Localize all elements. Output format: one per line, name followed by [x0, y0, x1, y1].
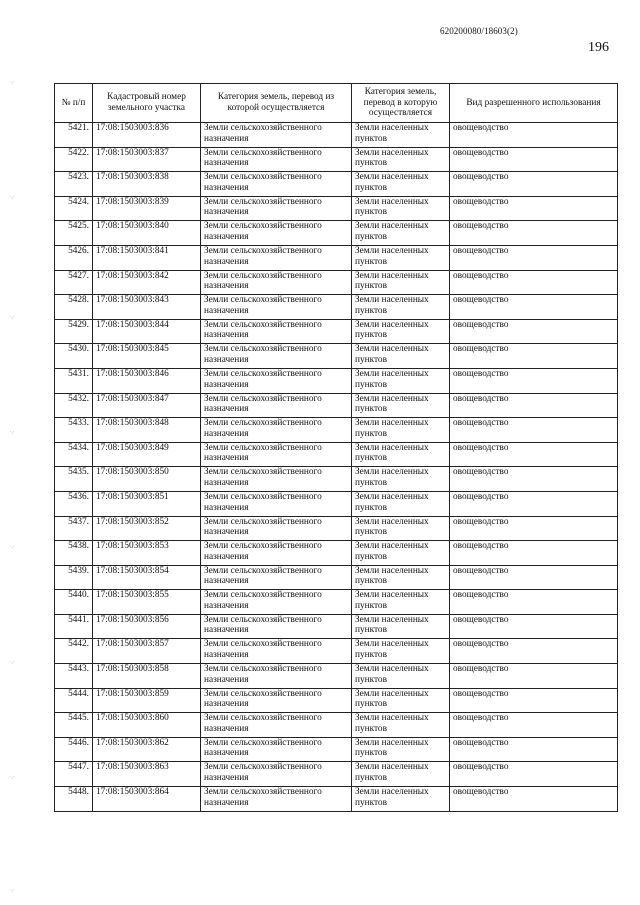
permitted-use: овощеводство	[450, 442, 618, 467]
row-number: 5440.	[55, 590, 93, 615]
category-from-line-2: назначения	[204, 625, 249, 636]
row-number: 5423.	[55, 172, 93, 197]
category-from-line-1: Земли сельскохозяйственного	[204, 614, 322, 625]
permitted-use: овощеводство	[450, 368, 618, 393]
table-row	[55, 196, 618, 221]
row-number: 5422.	[55, 147, 93, 172]
cadastral-number: 17:08:1503003:841	[93, 245, 201, 270]
cadastral-number: 17:08:1503003:862	[93, 737, 201, 762]
category-from-line-1: Земли сельскохозяйственного	[204, 123, 322, 133]
table-row	[55, 368, 618, 393]
category-to-line-1: Земли населенных	[355, 344, 429, 355]
category-to	[352, 762, 450, 787]
category-to	[352, 172, 450, 197]
category-to	[352, 467, 450, 492]
category-from	[201, 172, 352, 197]
table-row	[55, 762, 618, 787]
permitted-use: овощеводство	[450, 639, 618, 664]
category-from	[201, 393, 352, 418]
category-to-line-2: пунктов	[355, 281, 387, 292]
page-number: 196	[588, 40, 609, 55]
category-to	[352, 418, 450, 443]
table-row	[55, 344, 618, 369]
permitted-use: овощеводство	[450, 787, 618, 812]
category-from	[201, 491, 352, 516]
category-from-line-2: назначения	[204, 281, 249, 292]
category-from	[201, 270, 352, 295]
permitted-use: овощеводство	[450, 147, 618, 172]
permitted-use: овощеводство	[450, 123, 618, 148]
scan-mark: ·,·	[10, 545, 15, 550]
col-header-permitted-use: Вид разрешенного использования	[450, 84, 618, 123]
table-header	[55, 84, 618, 123]
category-to-line-1: Земли населенных	[355, 172, 429, 183]
cadastral-number: 17:08:1503003:856	[93, 614, 201, 639]
row-number: 5434.	[55, 442, 93, 467]
table-row	[55, 393, 618, 418]
category-to	[352, 688, 450, 713]
category-to-line-2: пунктов	[355, 551, 387, 562]
row-number: 5442.	[55, 639, 93, 664]
category-to	[352, 639, 450, 664]
category-from	[201, 713, 352, 738]
category-to-line-2: пунктов	[355, 527, 387, 538]
category-to-line-2: пунктов	[355, 428, 387, 439]
category-from-line-2: назначения	[204, 231, 249, 242]
table-row	[55, 245, 618, 270]
category-to-line-1: Земли населенных	[355, 393, 429, 404]
category-to-line-1: Земли населенных	[355, 737, 429, 748]
category-to	[352, 295, 450, 320]
category-to	[352, 664, 450, 689]
row-number: 5444.	[55, 688, 93, 713]
permitted-use: овощеводство	[450, 491, 618, 516]
category-from-line-2: назначения	[204, 600, 249, 611]
permitted-use: овощеводство	[450, 393, 618, 418]
row-number: 5441.	[55, 614, 93, 639]
row-number: 5447.	[55, 762, 93, 787]
permitted-use: овощеводство	[450, 467, 618, 492]
cadastral-number: 17:08:1503003:851	[93, 491, 201, 516]
category-from	[201, 368, 352, 393]
category-from	[201, 541, 352, 566]
category-from-line-2: назначения	[204, 723, 249, 734]
cadastral-number: 17:08:1503003:844	[93, 319, 201, 344]
permitted-use: овощеводство	[450, 713, 618, 738]
permitted-use: овощеводство	[450, 172, 618, 197]
category-from-line-2: назначения	[204, 404, 249, 415]
category-from-line-1: Земли сельскохозяйственного	[204, 491, 322, 502]
table-row	[55, 270, 618, 295]
category-to-line-2: пунктов	[355, 650, 387, 661]
category-from	[201, 614, 352, 639]
category-to-line-1: Земли населенных	[355, 319, 429, 330]
category-to-line-1: Земли населенных	[355, 491, 429, 502]
permitted-use: овощеводство	[450, 737, 618, 762]
category-to-line-1: Земли населенных	[355, 787, 429, 798]
category-to-line-1: Земли населенных	[355, 565, 429, 576]
cadastral-number: 17:08:1503003:845	[93, 344, 201, 369]
row-number: 5429.	[55, 319, 93, 344]
table-row	[55, 614, 618, 639]
category-from-line-1: Земли сельскохозяйственного	[204, 221, 322, 232]
category-from	[201, 664, 352, 689]
row-number: 5426.	[55, 245, 93, 270]
category-to	[352, 713, 450, 738]
land-plots-table	[54, 83, 618, 812]
category-to-line-2: пунктов	[355, 477, 387, 488]
category-to-line-1: Земли населенных	[355, 664, 429, 675]
permitted-use: овощеводство	[450, 245, 618, 270]
category-to-line-2: пунктов	[355, 723, 387, 734]
table-row	[55, 590, 618, 615]
row-number: 5431.	[55, 368, 93, 393]
table-row	[55, 221, 618, 246]
category-to-line-2: пунктов	[355, 797, 387, 808]
permitted-use: овощеводство	[450, 196, 618, 221]
scan-mark: ·,·	[10, 888, 15, 893]
scan-mark: ·,·	[10, 195, 15, 200]
permitted-use: овощеводство	[450, 221, 618, 246]
permitted-use: овощеводство	[450, 762, 618, 787]
permitted-use: овощеводство	[450, 344, 618, 369]
header-row	[55, 84, 618, 123]
row-number: 5425.	[55, 221, 93, 246]
cadastral-number: 17:08:1503003:854	[93, 565, 201, 590]
category-to-line-1: Земли населенных	[355, 147, 429, 158]
category-to-line-2: пунктов	[355, 379, 387, 390]
category-from-line-2: назначения	[204, 207, 249, 218]
category-from-line-1: Земли сельскохозяйственного	[204, 245, 322, 256]
table-row	[55, 787, 618, 812]
category-to	[352, 196, 450, 221]
table-row	[55, 147, 618, 172]
category-from-line-1: Земли сельскохозяйственного	[204, 664, 322, 675]
cadastral-number: 17:08:1503003:839	[93, 196, 201, 221]
category-to	[352, 442, 450, 467]
row-number: 5443.	[55, 664, 93, 689]
category-from-line-2: назначения	[204, 797, 249, 808]
category-from-line-1: Земли сельскохозяйственного	[204, 565, 322, 576]
category-to-line-2: пунктов	[355, 158, 387, 169]
category-from-line-2: назначения	[204, 527, 249, 538]
category-to	[352, 319, 450, 344]
category-to	[352, 737, 450, 762]
category-from	[201, 762, 352, 787]
category-from	[201, 147, 352, 172]
category-from	[201, 221, 352, 246]
category-to-line-1: Земли населенных	[355, 123, 429, 133]
category-to-line-1: Земли населенных	[355, 541, 429, 552]
table-row	[55, 123, 618, 148]
row-number: 5430.	[55, 344, 93, 369]
cadastral-number: 17:08:1503003:860	[93, 713, 201, 738]
category-from-line-1: Земли сельскохозяйственного	[204, 516, 322, 527]
scan-mark: ·,·	[10, 430, 15, 435]
category-to-line-2: пунктов	[355, 453, 387, 464]
cadastral-number: 17:08:1503003:855	[93, 590, 201, 615]
category-from-line-2: назначения	[204, 674, 249, 685]
category-from	[201, 590, 352, 615]
category-from-line-1: Земли сельскохозяйственного	[204, 418, 322, 429]
table-row	[55, 516, 618, 541]
row-number: 5445.	[55, 713, 93, 738]
row-number: 5433.	[55, 418, 93, 443]
category-to-line-1: Земли населенных	[355, 516, 429, 527]
category-from-line-1: Земли сельскохозяйственного	[204, 467, 322, 478]
row-number: 5427.	[55, 270, 93, 295]
category-from-line-2: назначения	[204, 477, 249, 488]
category-from	[201, 344, 352, 369]
category-to-line-2: пунктов	[355, 256, 387, 267]
col-header-number: № п/п	[55, 84, 93, 123]
category-from	[201, 787, 352, 812]
category-to-line-1: Земли населенных	[355, 713, 429, 724]
category-from-line-2: назначения	[204, 502, 249, 513]
category-to	[352, 541, 450, 566]
cadastral-number: 17:08:1503003:863	[93, 762, 201, 787]
category-from-line-1: Земли сельскохозяйственного	[204, 147, 322, 158]
cadastral-number: 17:08:1503003:864	[93, 787, 201, 812]
permitted-use: овощеводство	[450, 516, 618, 541]
category-to	[352, 270, 450, 295]
cadastral-number: 17:08:1503003:837	[93, 147, 201, 172]
cadastral-number: 17:08:1503003:842	[93, 270, 201, 295]
category-to-line-2: пунктов	[355, 625, 387, 636]
category-from-line-1: Земли сельскохозяйственного	[204, 762, 322, 773]
cadastral-number: 17:08:1503003:838	[93, 172, 201, 197]
category-to	[352, 565, 450, 590]
cadastral-number: 17:08:1503003:847	[93, 393, 201, 418]
row-number: 5432.	[55, 393, 93, 418]
row-number: 5436.	[55, 491, 93, 516]
permitted-use: овощеводство	[450, 541, 618, 566]
table-row	[55, 713, 618, 738]
category-to-line-2: пунктов	[355, 207, 387, 218]
cadastral-number: 17:08:1503003:840	[93, 221, 201, 246]
category-to-line-2: пунктов	[355, 748, 387, 759]
category-from-line-2: назначения	[204, 182, 249, 193]
category-from-line-2: назначения	[204, 158, 249, 169]
category-from-line-2: назначения	[204, 576, 249, 587]
table-row	[55, 639, 618, 664]
category-to-line-2: пунктов	[355, 576, 387, 587]
category-from	[201, 295, 352, 320]
category-from-line-1: Земли сельскохозяйственного	[204, 172, 322, 183]
row-number: 5438.	[55, 541, 93, 566]
category-to-line-2: пунктов	[355, 133, 387, 144]
permitted-use: овощеводство	[450, 614, 618, 639]
category-from-line-1: Земли сельскохозяйственного	[204, 541, 322, 552]
category-to-line-1: Земли населенных	[355, 762, 429, 773]
category-from-line-2: назначения	[204, 256, 249, 267]
category-from	[201, 245, 352, 270]
row-number: 5437.	[55, 516, 93, 541]
cadastral-number: 17:08:1503003:858	[93, 664, 201, 689]
category-to-line-1: Земли населенных	[355, 639, 429, 650]
row-number: 5435.	[55, 467, 93, 492]
category-to	[352, 147, 450, 172]
cadastral-number: 17:08:1503003:850	[93, 467, 201, 492]
table-row	[55, 319, 618, 344]
category-to	[352, 393, 450, 418]
table-row	[55, 295, 618, 320]
category-from-line-2: назначения	[204, 133, 249, 144]
cadastral-number: 17:08:1503003:859	[93, 688, 201, 713]
table-row	[55, 541, 618, 566]
category-to-line-1: Земли населенных	[355, 221, 429, 232]
category-from-line-2: назначения	[204, 330, 249, 341]
category-from-line-1: Земли сельскохозяйственного	[204, 442, 322, 453]
category-from-line-1: Земли сельскохозяйственного	[204, 639, 322, 650]
category-from	[201, 639, 352, 664]
category-from-line-2: назначения	[204, 699, 249, 710]
category-from-line-1: Земли сельскохозяйственного	[204, 295, 322, 306]
category-to-line-2: пунктов	[355, 600, 387, 611]
category-to-line-2: пунктов	[355, 330, 387, 341]
category-to-line-2: пунктов	[355, 231, 387, 242]
category-to-line-1: Земли населенных	[355, 467, 429, 478]
table-body	[55, 123, 618, 812]
category-from	[201, 418, 352, 443]
category-from-line-2: назначения	[204, 650, 249, 661]
cadastral-number: 17:08:1503003:853	[93, 541, 201, 566]
table-row	[55, 172, 618, 197]
category-to-line-2: пунктов	[355, 404, 387, 415]
category-to	[352, 614, 450, 639]
category-from-line-2: назначения	[204, 748, 249, 759]
category-to-line-1: Земли населенных	[355, 614, 429, 625]
category-to-line-2: пунктов	[355, 182, 387, 193]
permitted-use: овощеводство	[450, 565, 618, 590]
table-row	[55, 491, 618, 516]
category-to-line-1: Земли населенных	[355, 368, 429, 379]
document-number: 620200080/18603(2)	[440, 26, 518, 36]
scan-mark: ·,·	[10, 775, 15, 780]
category-to	[352, 221, 450, 246]
category-to-line-1: Земли населенных	[355, 418, 429, 429]
category-from-line-1: Земли сельскохозяйственного	[204, 344, 322, 355]
cadastral-number: 17:08:1503003:849	[93, 442, 201, 467]
category-to	[352, 516, 450, 541]
category-from-line-2: назначения	[204, 773, 249, 784]
category-to-line-1: Земли населенных	[355, 590, 429, 601]
category-from-line-2: назначения	[204, 305, 249, 316]
row-number: 5428.	[55, 295, 93, 320]
category-to	[352, 590, 450, 615]
category-to-line-1: Земли населенных	[355, 245, 429, 256]
table-row	[55, 442, 618, 467]
category-to	[352, 344, 450, 369]
category-from-line-2: назначения	[204, 354, 249, 365]
category-to	[352, 491, 450, 516]
category-to	[352, 368, 450, 393]
category-from-line-1: Земли сельскохозяйственного	[204, 787, 322, 798]
table-row	[55, 737, 618, 762]
category-from	[201, 467, 352, 492]
category-from	[201, 319, 352, 344]
cadastral-number: 17:08:1503003:852	[93, 516, 201, 541]
scan-mark: ·,·	[10, 315, 15, 320]
row-number: 5446.	[55, 737, 93, 762]
category-to-line-2: пунктов	[355, 354, 387, 365]
cadastral-number: 17:08:1503003:857	[93, 639, 201, 664]
table-row	[55, 664, 618, 689]
category-from-line-2: назначения	[204, 551, 249, 562]
category-from-line-1: Земли сельскохозяйственного	[204, 688, 322, 699]
row-number: 5448.	[55, 787, 93, 812]
cadastral-number: 17:08:1503003:848	[93, 418, 201, 443]
category-from-line-1: Земли сельскохозяйственного	[204, 393, 322, 404]
category-from	[201, 123, 352, 148]
row-number: 5439.	[55, 565, 93, 590]
category-from	[201, 516, 352, 541]
category-to-line-2: пунктов	[355, 305, 387, 316]
table-row	[55, 565, 618, 590]
category-from-line-1: Земли сельскохозяйственного	[204, 590, 322, 601]
col-header-cadastral: Кадастровый номер земельного участка	[93, 84, 201, 123]
permitted-use: овощеводство	[450, 319, 618, 344]
row-number: 5424.	[55, 196, 93, 221]
scan-mark: ·,·	[10, 80, 15, 85]
permitted-use: овощеводство	[450, 590, 618, 615]
category-from	[201, 196, 352, 221]
scan-mark: ·,·	[10, 660, 15, 665]
table-row	[55, 688, 618, 713]
category-to-line-1: Земли населенных	[355, 688, 429, 699]
category-to	[352, 123, 450, 148]
category-to-line-2: пунктов	[355, 773, 387, 784]
category-from-line-2: назначения	[204, 453, 249, 464]
cadastral-number: 17:08:1503003:843	[93, 295, 201, 320]
category-from-line-2: назначения	[204, 379, 249, 390]
table-row	[55, 467, 618, 492]
category-to	[352, 787, 450, 812]
permitted-use: овощеводство	[450, 295, 618, 320]
category-to-line-1: Земли населенных	[355, 442, 429, 453]
col-header-category-from: Категория земель, перевод из которой осуществляется	[201, 84, 352, 123]
cadastral-number: 17:08:1503003:836	[93, 123, 201, 148]
category-from-line-1: Земли сельскохозяйственного	[204, 713, 322, 724]
category-from-line-1: Земли сельскохозяйственного	[204, 319, 322, 330]
category-from-line-1: Земли сельскохозяйственного	[204, 737, 322, 748]
category-to-line-2: пунктов	[355, 502, 387, 513]
permitted-use: овощеводство	[450, 688, 618, 713]
category-to-line-2: пунктов	[355, 699, 387, 710]
category-from-line-1: Земли сельскохозяйственного	[204, 196, 322, 207]
permitted-use: овощеводство	[450, 270, 618, 295]
category-from-line-1: Земли сельскохозяйственного	[204, 368, 322, 379]
category-from	[201, 737, 352, 762]
category-from	[201, 442, 352, 467]
category-to-line-2: пунктов	[355, 674, 387, 685]
permitted-use: овощеводство	[450, 664, 618, 689]
category-from	[201, 688, 352, 713]
row-number: 5421.	[55, 123, 93, 148]
category-to	[352, 245, 450, 270]
category-to-line-1: Земли населенных	[355, 196, 429, 207]
category-from-line-2: назначения	[204, 428, 249, 439]
category-to-line-1: Земли населенных	[355, 270, 429, 281]
table-row	[55, 418, 618, 443]
category-to-line-1: Земли населенных	[355, 295, 429, 306]
category-from	[201, 565, 352, 590]
permitted-use: овощеводство	[450, 418, 618, 443]
category-from-line-1: Земли сельскохозяйственного	[204, 270, 322, 281]
cadastral-number: 17:08:1503003:846	[93, 368, 201, 393]
col-header-category-to: Категория земель, перевод в которую осуществляется	[352, 84, 450, 123]
